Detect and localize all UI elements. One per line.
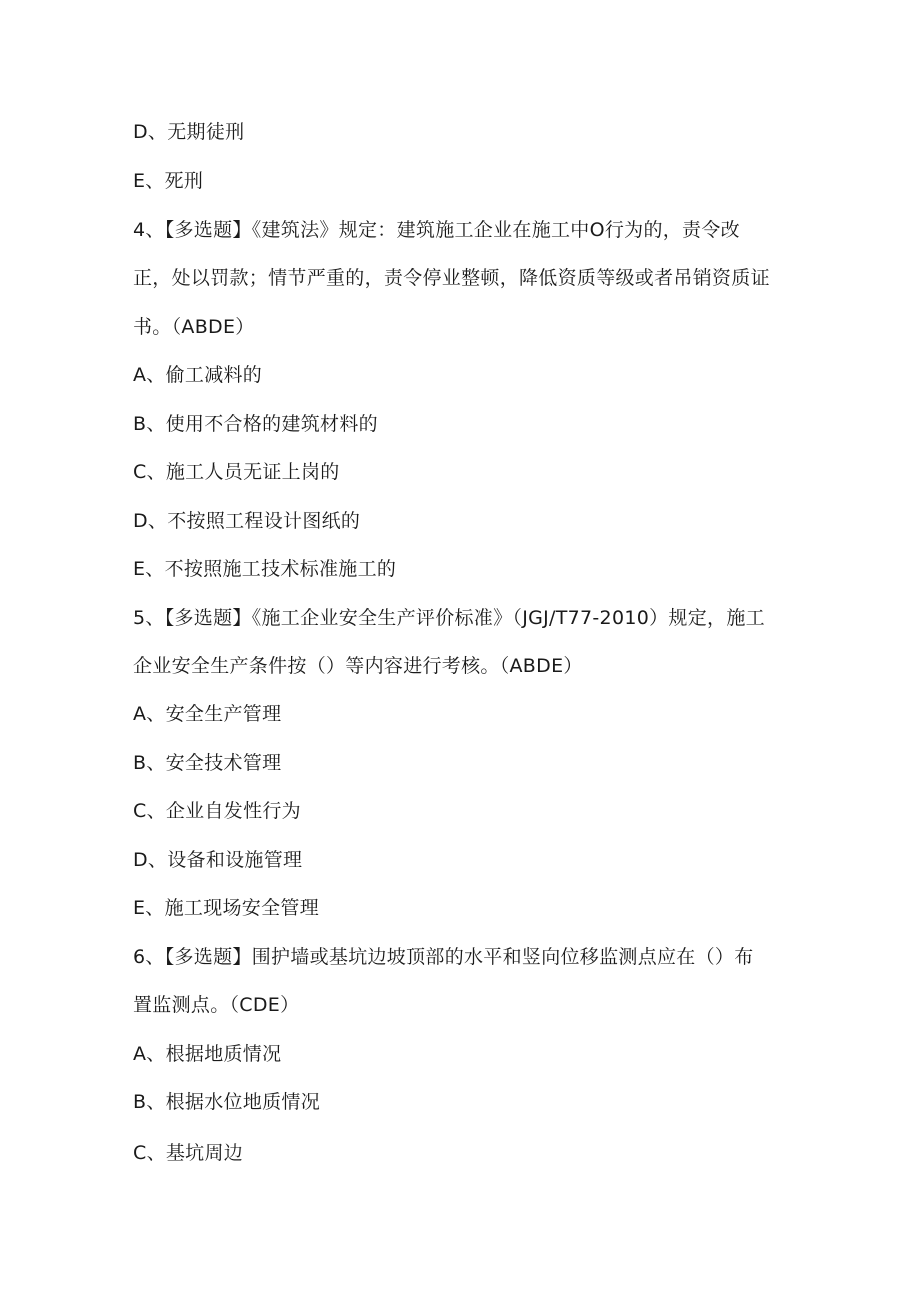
- option-c-q5: C、企业自发性行为: [133, 800, 301, 822]
- question-5-line-1: 5、【多选题】《施工企业安全生产评价标准》（JGJ/T77-2010）规定，施工: [133, 607, 765, 629]
- option-a-q6: A、根据地质情况: [133, 1043, 282, 1065]
- option-b-q4: B、使用不合格的建筑材料的: [133, 413, 378, 435]
- question-6-line-2: 置监测点。（CDE）: [133, 994, 300, 1016]
- question-5-line-2: 企业安全生产条件按（）等内容进行考核。（ABDE）: [133, 655, 583, 677]
- option-a-q4: A、偷工减料的: [133, 364, 263, 386]
- question-4-line-2: 正，处以罚款；情节严重的，责令停业整顿，降低资质等级或者吊销资质证: [133, 267, 770, 289]
- option-d-q5: D、设备和设施管理: [133, 849, 303, 871]
- option-b-q6: B、根据水位地质情况: [133, 1091, 321, 1113]
- option-a-q5: A、安全生产管理: [133, 703, 282, 725]
- option-e-q3: E、死刑: [133, 170, 204, 192]
- question-4-line-3: 书。（ABDE）: [133, 316, 255, 338]
- option-b-q5: B、安全技术管理: [133, 752, 282, 774]
- option-d-q3: D、无期徒刑: [133, 121, 245, 143]
- option-c-q6: C、基坑周边: [133, 1142, 244, 1164]
- option-d-q4: D、不按照工程设计图纸的: [133, 510, 361, 532]
- question-4-line-1: 4、【多选题】《建筑法》规定：建筑施工企业在施工中O行为的，责令改: [133, 219, 740, 241]
- option-c-q4: C、施工人员无证上岗的: [133, 461, 340, 483]
- option-e-q4: E、不按照施工技术标准施工的: [133, 558, 397, 580]
- option-e-q5: E、施工现场安全管理: [133, 897, 320, 919]
- question-6-line-1: 6、【多选题】围护墙或基坑边坡顶部的水平和竖向位移监测点应在（）布: [133, 946, 754, 968]
